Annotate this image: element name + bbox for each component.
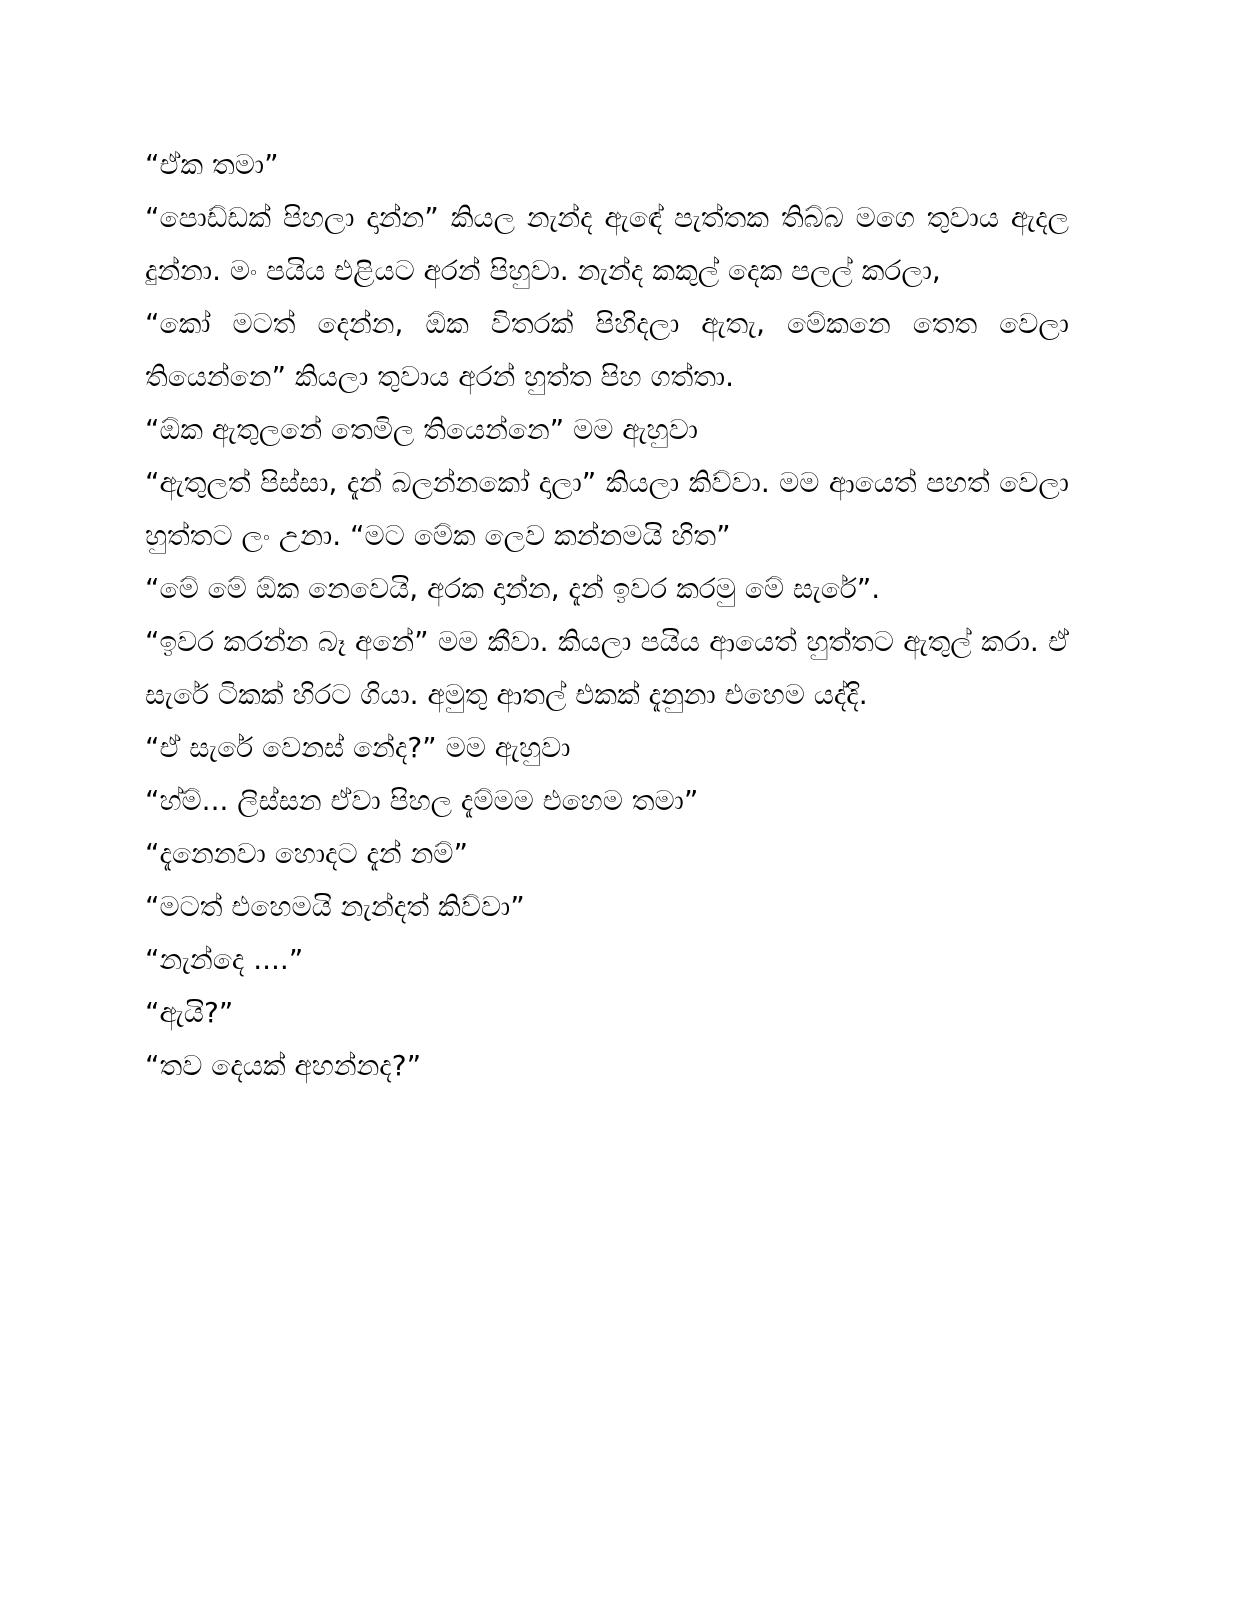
paragraph: “ඒක තමා” <box>145 148 279 181</box>
paragraph: “ඒ සැරේ වෙනස් නේද?” මම ඇහුවා <box>145 731 571 764</box>
paragraph: “හ්ම්... ලිස්සන ඒවා පිහල දැම්මම එහෙම තමා” <box>145 784 699 817</box>
paragraph: “මේ මේ ඕක නෙවෙයි, අරක දාන්න, දැන් ඉවර කරමු මේ සැරේ”. <box>145 572 881 605</box>
paragraph: “නැන්දෙ ....” <box>145 943 304 976</box>
paragraph: “ඕක ඇතුලනේ තෙමිල තියෙන්නෙ” මම ඇහුවා <box>145 413 698 446</box>
paragraph: “පොඩ්ඩක් පිහලා දාන්න” කියල නැන්ද ඇඳේ පැත්තක තිබ්බ මගෙ තුවාය ඇදල දුන්නා. මං පයිය එළියට අරන් පිහුවා. නැන්ද කකුල් දෙක පලල් කරලා, <box>145 201 1069 287</box>
paragraph: “තව දෙයක් අහන්නද?” <box>145 1049 422 1082</box>
paragraph: “ඇතුලත් පිස්සා, දැන් බලන්නකෝ දාලා” කියලා කිව්වා. මම ආයෙත් පහත් වෙලා හුත්තට ලං උනා. “මට මේක ලෙව කන්නමයි හිත” <box>145 466 1069 552</box>
paragraph: “දැනෙනවා හොදට දැන් නම්” <box>145 837 468 870</box>
body-text <box>145 138 1069 1092</box>
paragraph: “ඉවර කරන්න බෑ අනේ” මම කීවා. කියලා පයිය ආයෙත් හුත්තට ඇතුල් කරා. ඒ සැරේ ටිකක් හිරට ගියා. අමුතු ආතල් එකක් දැනුනා එහෙම යද්දි. <box>145 625 1069 711</box>
paragraph: “කෝ මටත් දෙන්න, ඕක විතරක් පිහිදලා ඇතැ, මේකනෙ තෙත වෙලා තියෙන්නෙ” කියලා තුවාය අරන් හුත්ත පිහ ගත්තා. <box>145 307 1069 393</box>
paragraph: “ඇයි?” <box>145 996 234 1029</box>
paragraph: “මටත් එහෙමයි නැන්දත් කිව්වා” <box>145 890 525 923</box>
